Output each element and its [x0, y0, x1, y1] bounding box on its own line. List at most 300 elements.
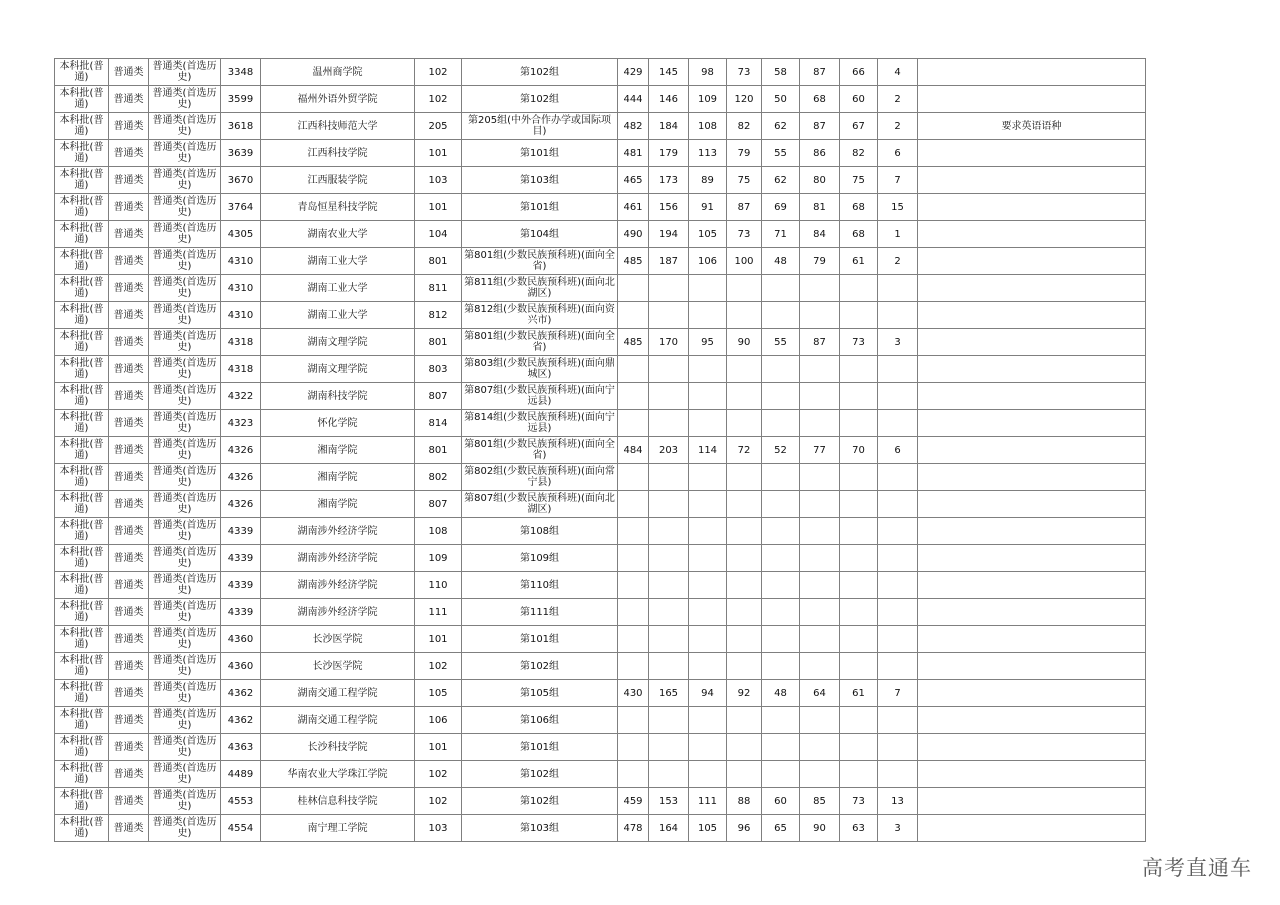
cell-plan-count — [878, 383, 918, 410]
cell-score-b — [689, 464, 727, 491]
cell-score-c — [727, 302, 762, 329]
cell-group-code: 102 — [415, 653, 462, 680]
cell-group-code: 102 — [415, 788, 462, 815]
cell-category: 普通类 — [109, 86, 149, 113]
cell-school-name: 桂林信息科技学院 — [261, 788, 415, 815]
cell-subject-type: 普通类(首选历史) — [149, 86, 221, 113]
cell-remark — [918, 86, 1146, 113]
cell-score-d: 62 — [762, 113, 800, 140]
cell-subject-type: 普通类(首选历史) — [149, 410, 221, 437]
cell-score-e: 81 — [800, 194, 840, 221]
cell-score-e — [800, 653, 840, 680]
cell-group-code: 103 — [415, 815, 462, 842]
cell-group-name: 第101组 — [462, 140, 618, 167]
cell-batch: 本科批(普通) — [55, 788, 109, 815]
cell-score-a: 146 — [649, 86, 689, 113]
cell-plan-count: 6 — [878, 140, 918, 167]
cell-group-code: 108 — [415, 518, 462, 545]
cell-plan-count: 15 — [878, 194, 918, 221]
cell-total-score — [618, 545, 649, 572]
cell-remark — [918, 167, 1146, 194]
cell-category: 普通类 — [109, 626, 149, 653]
cell-group-name: 第803组(少数民族预科班)(面向鼎城区) — [462, 356, 618, 383]
cell-score-d — [762, 518, 800, 545]
cell-total-score — [618, 410, 649, 437]
cell-remark — [918, 464, 1146, 491]
cell-score-a — [649, 653, 689, 680]
cell-score-c: 96 — [727, 815, 762, 842]
cell-score-b: 105 — [689, 221, 727, 248]
cell-subject-type: 普通类(首选历史) — [149, 788, 221, 815]
cell-subject-type: 普通类(首选历史) — [149, 302, 221, 329]
cell-group-name: 第108组 — [462, 518, 618, 545]
table-row — [55, 464, 1146, 491]
cell-score-b: 95 — [689, 329, 727, 356]
cell-total-score — [618, 653, 649, 680]
cell-category: 普通类 — [109, 815, 149, 842]
cell-score-d: 48 — [762, 248, 800, 275]
cell-score-c: 73 — [727, 221, 762, 248]
cell-score-f — [840, 626, 878, 653]
cell-group-name: 第811组(少数民族预科班)(面向北湖区) — [462, 275, 618, 302]
cell-plan-count: 2 — [878, 248, 918, 275]
cell-remark — [918, 275, 1146, 302]
table-row — [55, 86, 1146, 113]
cell-score-e: 80 — [800, 167, 840, 194]
cell-score-c: 72 — [727, 437, 762, 464]
cell-score-a — [649, 356, 689, 383]
cell-score-d: 48 — [762, 680, 800, 707]
cell-batch: 本科批(普通) — [55, 356, 109, 383]
cell-total-score: 465 — [618, 167, 649, 194]
cell-category: 普通类 — [109, 59, 149, 86]
cell-score-f: 70 — [840, 437, 878, 464]
cell-score-c: 120 — [727, 86, 762, 113]
cell-subject-type: 普通类(首选历史) — [149, 572, 221, 599]
cell-total-score — [618, 626, 649, 653]
cell-subject-type: 普通类(首选历史) — [149, 113, 221, 140]
cell-batch: 本科批(普通) — [55, 518, 109, 545]
cell-score-b: 106 — [689, 248, 727, 275]
cell-score-e — [800, 302, 840, 329]
table-row — [55, 194, 1146, 221]
cell-school-name: 湖南农业大学 — [261, 221, 415, 248]
cell-score-f: 61 — [840, 680, 878, 707]
cell-score-b — [689, 545, 727, 572]
cell-score-f — [840, 734, 878, 761]
cell-group-name: 第205组(中外合作办学或国际项目) — [462, 113, 618, 140]
cell-score-e — [800, 599, 840, 626]
cell-group-code: 801 — [415, 248, 462, 275]
cell-school-code: 4318 — [221, 329, 261, 356]
cell-total-score: 444 — [618, 86, 649, 113]
cell-score-d: 52 — [762, 437, 800, 464]
cell-school-name: 怀化学院 — [261, 410, 415, 437]
cell-group-name: 第106组 — [462, 707, 618, 734]
cell-total-score — [618, 734, 649, 761]
cell-score-c — [727, 464, 762, 491]
cell-batch: 本科批(普通) — [55, 59, 109, 86]
cell-score-b: 108 — [689, 113, 727, 140]
cell-score-e: 86 — [800, 140, 840, 167]
cell-score-b: 89 — [689, 167, 727, 194]
cell-score-f — [840, 545, 878, 572]
cell-group-name: 第102组 — [462, 86, 618, 113]
cell-total-score: 484 — [618, 437, 649, 464]
cell-score-b: 98 — [689, 59, 727, 86]
cell-group-name: 第814组(少数民族预科班)(面向宁远县) — [462, 410, 618, 437]
cell-total-score: 429 — [618, 59, 649, 86]
cell-total-score: 430 — [618, 680, 649, 707]
cell-score-a: 184 — [649, 113, 689, 140]
cell-score-f — [840, 653, 878, 680]
cell-plan-count: 1 — [878, 221, 918, 248]
cell-school-code: 4360 — [221, 653, 261, 680]
cell-score-f: 68 — [840, 194, 878, 221]
cell-remark — [918, 572, 1146, 599]
cell-school-code: 4360 — [221, 626, 261, 653]
cell-school-code: 4339 — [221, 518, 261, 545]
cell-group-code: 104 — [415, 221, 462, 248]
cell-score-e — [800, 707, 840, 734]
cell-school-name: 温州商学院 — [261, 59, 415, 86]
cell-score-b — [689, 734, 727, 761]
watermark-text: 高考直通车 — [1142, 856, 1252, 880]
cell-score-b: 114 — [689, 437, 727, 464]
cell-batch: 本科批(普通) — [55, 599, 109, 626]
cell-score-a — [649, 464, 689, 491]
cell-school-code: 4326 — [221, 491, 261, 518]
cell-batch: 本科批(普通) — [55, 707, 109, 734]
cell-school-name: 青岛恒星科技学院 — [261, 194, 415, 221]
cell-score-e — [800, 383, 840, 410]
cell-category: 普通类 — [109, 788, 149, 815]
cell-group-name: 第101组 — [462, 626, 618, 653]
table-row — [55, 302, 1146, 329]
cell-score-d — [762, 464, 800, 491]
cell-score-d — [762, 734, 800, 761]
cell-plan-count — [878, 626, 918, 653]
cell-batch: 本科批(普通) — [55, 194, 109, 221]
cell-score-a — [649, 572, 689, 599]
cell-subject-type: 普通类(首选历史) — [149, 356, 221, 383]
cell-category: 普通类 — [109, 194, 149, 221]
cell-school-name: 江西科技学院 — [261, 140, 415, 167]
cell-score-b — [689, 761, 727, 788]
cell-batch: 本科批(普通) — [55, 680, 109, 707]
cell-score-c — [727, 383, 762, 410]
table-row — [55, 761, 1146, 788]
cell-school-name: 湖南涉外经济学院 — [261, 599, 415, 626]
cell-group-code: 801 — [415, 437, 462, 464]
cell-score-d — [762, 572, 800, 599]
cell-score-e: 77 — [800, 437, 840, 464]
cell-school-code: 4310 — [221, 248, 261, 275]
cell-group-code: 111 — [415, 599, 462, 626]
cell-score-c — [727, 734, 762, 761]
cell-total-score — [618, 464, 649, 491]
cell-group-name: 第801组(少数民族预科班)(面向全省) — [462, 248, 618, 275]
cell-school-code: 4326 — [221, 437, 261, 464]
cell-subject-type: 普通类(首选历史) — [149, 761, 221, 788]
cell-score-c — [727, 653, 762, 680]
cell-remark — [918, 491, 1146, 518]
cell-score-a — [649, 518, 689, 545]
cell-score-a — [649, 626, 689, 653]
cell-school-name: 湖南交通工程学院 — [261, 707, 415, 734]
cell-plan-count: 13 — [878, 788, 918, 815]
cell-score-b — [689, 383, 727, 410]
cell-score-f: 68 — [840, 221, 878, 248]
cell-school-code: 3618 — [221, 113, 261, 140]
cell-score-b — [689, 302, 727, 329]
cell-category: 普通类 — [109, 761, 149, 788]
cell-score-a: 164 — [649, 815, 689, 842]
cell-group-code: 812 — [415, 302, 462, 329]
cell-score-a — [649, 545, 689, 572]
cell-school-name: 长沙医学院 — [261, 626, 415, 653]
cell-score-c — [727, 707, 762, 734]
cell-score-b — [689, 626, 727, 653]
table-row — [55, 437, 1146, 464]
cell-category: 普通类 — [109, 437, 149, 464]
cell-remark — [918, 761, 1146, 788]
cell-score-f: 63 — [840, 815, 878, 842]
cell-score-a — [649, 761, 689, 788]
cell-category: 普通类 — [109, 491, 149, 518]
cell-score-a: 156 — [649, 194, 689, 221]
cell-score-b: 111 — [689, 788, 727, 815]
cell-score-a: 170 — [649, 329, 689, 356]
cell-score-a: 153 — [649, 788, 689, 815]
cell-total-score: 481 — [618, 140, 649, 167]
cell-category: 普通类 — [109, 167, 149, 194]
cell-score-f — [840, 599, 878, 626]
cell-school-name: 湘南学院 — [261, 464, 415, 491]
cell-remark — [918, 302, 1146, 329]
cell-batch: 本科批(普通) — [55, 248, 109, 275]
cell-plan-count — [878, 464, 918, 491]
cell-school-name: 湘南学院 — [261, 491, 415, 518]
cell-score-d — [762, 653, 800, 680]
cell-category: 普通类 — [109, 410, 149, 437]
cell-school-code: 4363 — [221, 734, 261, 761]
cell-score-a — [649, 734, 689, 761]
cell-group-code: 106 — [415, 707, 462, 734]
cell-subject-type: 普通类(首选历史) — [149, 329, 221, 356]
cell-subject-type: 普通类(首选历史) — [149, 140, 221, 167]
cell-group-code: 803 — [415, 356, 462, 383]
cell-score-d: 62 — [762, 167, 800, 194]
cell-score-d — [762, 410, 800, 437]
cell-score-c — [727, 761, 762, 788]
cell-batch: 本科批(普通) — [55, 464, 109, 491]
cell-plan-count: 4 — [878, 59, 918, 86]
cell-subject-type: 普通类(首选历史) — [149, 734, 221, 761]
cell-remark — [918, 410, 1146, 437]
cell-total-score — [618, 356, 649, 383]
cell-group-code: 814 — [415, 410, 462, 437]
cell-group-name: 第110组 — [462, 572, 618, 599]
cell-score-c — [727, 410, 762, 437]
cell-score-c — [727, 626, 762, 653]
cell-score-d — [762, 275, 800, 302]
cell-group-code: 105 — [415, 680, 462, 707]
cell-category: 普通类 — [109, 248, 149, 275]
cell-group-code: 802 — [415, 464, 462, 491]
cell-score-c: 87 — [727, 194, 762, 221]
cell-group-name: 第102组 — [462, 761, 618, 788]
cell-batch: 本科批(普通) — [55, 545, 109, 572]
cell-batch: 本科批(普通) — [55, 383, 109, 410]
cell-score-e: 87 — [800, 59, 840, 86]
cell-total-score: 459 — [618, 788, 649, 815]
cell-score-e — [800, 410, 840, 437]
cell-category: 普通类 — [109, 599, 149, 626]
cell-score-d: 55 — [762, 329, 800, 356]
cell-score-f: 73 — [840, 788, 878, 815]
cell-plan-count — [878, 356, 918, 383]
cell-total-score: 485 — [618, 248, 649, 275]
cell-school-code: 4310 — [221, 302, 261, 329]
cell-total-score: 485 — [618, 329, 649, 356]
cell-remark — [918, 599, 1146, 626]
cell-score-f — [840, 572, 878, 599]
cell-score-d: 69 — [762, 194, 800, 221]
cell-school-name: 湖南文理学院 — [261, 329, 415, 356]
cell-remark — [918, 194, 1146, 221]
cell-group-name: 第109组 — [462, 545, 618, 572]
cell-group-name: 第801组(少数民族预科班)(面向全省) — [462, 329, 618, 356]
cell-group-name: 第101组 — [462, 194, 618, 221]
cell-category: 普通类 — [109, 734, 149, 761]
cell-school-code: 4323 — [221, 410, 261, 437]
cell-score-e: 87 — [800, 329, 840, 356]
cell-score-d — [762, 707, 800, 734]
cell-school-name: 湖南工业大学 — [261, 248, 415, 275]
cell-score-e — [800, 464, 840, 491]
cell-score-c: 88 — [727, 788, 762, 815]
cell-score-a — [649, 599, 689, 626]
cell-batch: 本科批(普通) — [55, 113, 109, 140]
cell-score-e — [800, 545, 840, 572]
cell-score-e — [800, 491, 840, 518]
cell-score-b — [689, 491, 727, 518]
cell-score-e: 68 — [800, 86, 840, 113]
cell-score-d — [762, 383, 800, 410]
cell-score-a — [649, 410, 689, 437]
cell-group-code: 103 — [415, 167, 462, 194]
cell-score-b — [689, 599, 727, 626]
cell-score-e: 87 — [800, 113, 840, 140]
cell-score-a: 194 — [649, 221, 689, 248]
cell-batch: 本科批(普通) — [55, 572, 109, 599]
cell-score-f — [840, 707, 878, 734]
cell-group-code: 102 — [415, 86, 462, 113]
cell-score-b — [689, 275, 727, 302]
cell-batch: 本科批(普通) — [55, 167, 109, 194]
cell-score-d: 60 — [762, 788, 800, 815]
cell-score-e — [800, 518, 840, 545]
cell-score-e — [800, 761, 840, 788]
cell-subject-type: 普通类(首选历史) — [149, 815, 221, 842]
cell-school-code: 3348 — [221, 59, 261, 86]
cell-group-code: 101 — [415, 626, 462, 653]
cell-category: 普通类 — [109, 572, 149, 599]
cell-total-score — [618, 302, 649, 329]
cell-school-code: 4339 — [221, 599, 261, 626]
cell-group-code: 101 — [415, 734, 462, 761]
table-row — [55, 140, 1146, 167]
cell-school-name: 湖南工业大学 — [261, 302, 415, 329]
cell-score-b — [689, 410, 727, 437]
cell-score-d — [762, 626, 800, 653]
table-row — [55, 167, 1146, 194]
cell-score-c — [727, 545, 762, 572]
cell-score-c: 100 — [727, 248, 762, 275]
cell-school-name: 南宁理工学院 — [261, 815, 415, 842]
cell-score-f — [840, 302, 878, 329]
cell-batch: 本科批(普通) — [55, 815, 109, 842]
cell-group-name: 第802组(少数民族预科班)(面向常宁县) — [462, 464, 618, 491]
cell-score-d: 50 — [762, 86, 800, 113]
cell-school-code: 4339 — [221, 545, 261, 572]
cell-group-name: 第111组 — [462, 599, 618, 626]
cell-group-code: 110 — [415, 572, 462, 599]
cell-plan-count: 7 — [878, 167, 918, 194]
cell-remark — [918, 734, 1146, 761]
cell-subject-type: 普通类(首选历史) — [149, 680, 221, 707]
cell-score-c: 73 — [727, 59, 762, 86]
cell-total-score — [618, 707, 649, 734]
cell-total-score: 461 — [618, 194, 649, 221]
cell-batch: 本科批(普通) — [55, 329, 109, 356]
cell-score-b — [689, 356, 727, 383]
table-row — [55, 491, 1146, 518]
cell-score-a: 173 — [649, 167, 689, 194]
cell-score-a: 179 — [649, 140, 689, 167]
cell-group-name: 第103组 — [462, 167, 618, 194]
cell-school-code: 4305 — [221, 221, 261, 248]
cell-group-code: 205 — [415, 113, 462, 140]
cell-group-code: 102 — [415, 59, 462, 86]
cell-score-c — [727, 518, 762, 545]
table-row — [55, 599, 1146, 626]
cell-remark — [918, 248, 1146, 275]
cell-batch: 本科批(普通) — [55, 302, 109, 329]
cell-category: 普通类 — [109, 356, 149, 383]
cell-subject-type: 普通类(首选历史) — [149, 707, 221, 734]
cell-subject-type: 普通类(首选历史) — [149, 626, 221, 653]
cell-school-code: 4362 — [221, 680, 261, 707]
cell-subject-type: 普通类(首选历史) — [149, 464, 221, 491]
cell-score-e: 90 — [800, 815, 840, 842]
table-row — [55, 518, 1146, 545]
cell-score-f — [840, 275, 878, 302]
cell-remark: 要求英语语种 — [918, 113, 1146, 140]
cell-batch: 本科批(普通) — [55, 140, 109, 167]
cell-category: 普通类 — [109, 221, 149, 248]
cell-plan-count: 3 — [878, 329, 918, 356]
cell-score-d — [762, 599, 800, 626]
cell-score-a — [649, 383, 689, 410]
cell-group-code: 109 — [415, 545, 462, 572]
cell-school-name: 江西科技师范大学 — [261, 113, 415, 140]
cell-score-d — [762, 491, 800, 518]
cell-school-name: 湖南涉外经济学院 — [261, 545, 415, 572]
cell-score-a: 165 — [649, 680, 689, 707]
cell-subject-type: 普通类(首选历史) — [149, 653, 221, 680]
